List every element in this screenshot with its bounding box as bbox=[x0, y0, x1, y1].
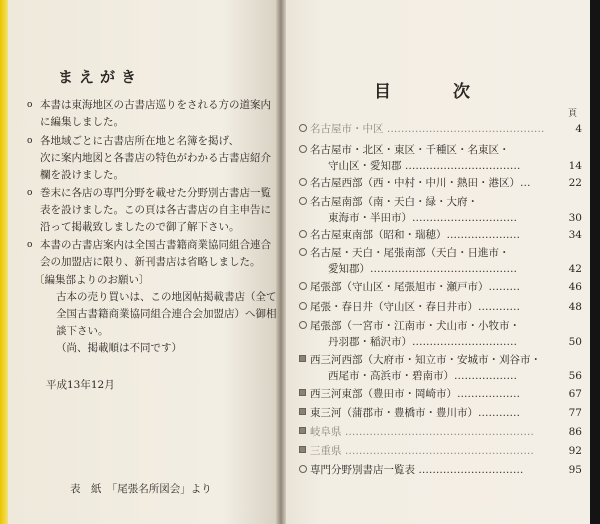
request-line: （尚、掲載順は不同です） bbox=[56, 342, 182, 354]
editorial-request bbox=[34, 272, 277, 357]
toc-item-page: 48 bbox=[568, 301, 582, 313]
toc-item-page: 86 bbox=[568, 426, 582, 438]
paragraph-line: 本書の古書店案内は全国古書籍商業協同組合連合 bbox=[40, 239, 271, 251]
toc-item bbox=[306, 386, 582, 402]
toc-item-page: 42 bbox=[568, 263, 582, 275]
request-line: 談下さい。 bbox=[56, 325, 109, 337]
toc-item-text: 専門分野別書店一覧表 ………………………… bbox=[310, 464, 524, 476]
toc-item bbox=[306, 279, 582, 295]
square-marker-icon bbox=[299, 355, 306, 362]
circle-marker-icon bbox=[299, 248, 307, 256]
toc-item bbox=[306, 175, 582, 191]
toc-item-text: 岐阜県 ……………………………………………… bbox=[310, 426, 534, 438]
circle-marker-icon bbox=[299, 124, 307, 132]
circle-marker-icon bbox=[299, 302, 307, 310]
toc-item-text: 三重県 ……………………………………………… bbox=[310, 445, 534, 457]
toc-item bbox=[306, 142, 582, 174]
toc-item-text: 名古屋西部（西・中村・中川・熱田・港区）… bbox=[310, 177, 531, 189]
paragraph-line: 巻末に各店の専門分野を載せた分野別古書店一覧 bbox=[40, 187, 271, 199]
request-line: 古本の売り買いは、この地図帖掲載書店（全て bbox=[56, 291, 277, 303]
toc-item-text-continued: 丹羽郡・稲沢市）………………………… bbox=[328, 336, 517, 348]
toc-item-page: 77 bbox=[568, 407, 582, 419]
toc-item-text: 名古屋・天白・尾張南部（天白・日進市・ bbox=[310, 247, 510, 259]
paragraph-line: 会の加盟店に限り、新刊書店は省略しました。 bbox=[40, 256, 261, 268]
preface-title: まえがき bbox=[58, 68, 143, 86]
preface-paragraph-3 bbox=[27, 185, 271, 236]
paragraph-line: 本書は東海地区の古書店巡りをされる方の道案内 bbox=[40, 99, 271, 111]
circle-marker-icon bbox=[299, 197, 307, 205]
toc-item-page: 30 bbox=[568, 212, 582, 224]
cover-credit: 表 紙 「尾張名所図会」より bbox=[70, 483, 212, 495]
toc-item-page: 34 bbox=[568, 229, 582, 241]
toc-item-text: 尾張・春日井（守山区・春日井市）………… bbox=[310, 301, 520, 313]
square-marker-icon bbox=[299, 408, 306, 415]
toc-item-page: 46 bbox=[568, 281, 582, 293]
toc-item bbox=[306, 245, 582, 277]
toc-item bbox=[306, 194, 582, 226]
bullet-icon: o bbox=[27, 240, 33, 250]
bullet-icon: o bbox=[27, 136, 33, 146]
toc-item-text-continued: 守山区・愛知郡 …………………………… bbox=[328, 160, 521, 172]
circle-marker-icon bbox=[299, 282, 307, 290]
request-heading: 〔編集部よりのお願い〕 bbox=[34, 274, 150, 286]
toc-item-text: 尾張部（一宮市・江南市・犬山市・小牧市・ bbox=[310, 320, 520, 332]
toc-item-text: 名古屋東南部（昭和・瑞穂）………………… bbox=[310, 229, 520, 241]
square-marker-icon bbox=[299, 446, 306, 453]
paragraph-line: 表を設けました。この頁は各古書店の自主申告に bbox=[40, 204, 271, 216]
toc-item-page: 22 bbox=[568, 177, 582, 189]
toc-item bbox=[306, 405, 582, 421]
toc-title: 目次 bbox=[374, 82, 532, 102]
dark-edge bbox=[590, 0, 600, 524]
toc-item-text: 尾張部（守山区・尾張旭市・瀬戸市）……… bbox=[310, 281, 520, 293]
preface-paragraph-1 bbox=[27, 97, 271, 131]
toc-item-page: 4 bbox=[575, 123, 582, 135]
toc-item-text: 東三河（蒲郡市・豊橋市・豊川市）………… bbox=[310, 407, 520, 419]
paragraph-line: 各地域ごとに古書店所在地と名簿を掲げ、 bbox=[40, 135, 240, 147]
circle-marker-icon bbox=[299, 230, 307, 238]
toc-item bbox=[306, 318, 582, 350]
toc-item-page: 92 bbox=[568, 445, 582, 457]
paragraph-line: 沿って掲載致しましたので御了解下さい。 bbox=[40, 221, 240, 233]
bullet-icon: o bbox=[27, 188, 33, 198]
book-gutter bbox=[276, 0, 286, 524]
toc-item-text: 名古屋市・北区・東区・千種区・名東区・ bbox=[310, 144, 510, 156]
toc-item-text: 名古屋市・中区 ……………………………………… bbox=[310, 123, 545, 135]
toc-item bbox=[306, 462, 582, 478]
toc-item-page: 95 bbox=[568, 464, 582, 476]
preface-paragraph-4 bbox=[27, 237, 271, 271]
toc-item-text: 名古屋南部（南・天白・緑・大府・ bbox=[310, 196, 478, 208]
publication-date: 平成13年12月 bbox=[46, 379, 115, 391]
request-line: 全国古書籍商業協同組合連合会加盟店）へ御相 bbox=[56, 308, 277, 320]
toc-item-page: 56 bbox=[568, 370, 582, 382]
toc-item-text: 西三河西部（大府市・知立市・安城市・刈谷市・ bbox=[310, 354, 541, 366]
toc-item bbox=[306, 424, 582, 440]
circle-marker-icon bbox=[299, 465, 307, 473]
toc-item-text-continued: 愛知郡）…………………………………… bbox=[328, 263, 517, 275]
paragraph-line: 次に案内地図と各書店の特色がわかる古書店紹介 bbox=[40, 152, 271, 164]
toc-item bbox=[306, 121, 582, 137]
toc-item bbox=[306, 299, 582, 315]
toc-item bbox=[306, 443, 582, 459]
paragraph-line: に編集しました。 bbox=[40, 116, 124, 128]
circle-marker-icon bbox=[299, 321, 307, 329]
square-marker-icon bbox=[299, 389, 306, 396]
toc-item-page: 67 bbox=[568, 388, 582, 400]
paragraph-line: 欄を設けました。 bbox=[40, 169, 124, 181]
toc-item-text: 西三河東部（豊田市・岡崎市）……………… bbox=[310, 388, 520, 400]
bullet-icon: o bbox=[27, 100, 33, 110]
circle-marker-icon bbox=[299, 145, 307, 153]
toc-item-page: 50 bbox=[568, 336, 582, 348]
yellow-page-edge bbox=[0, 0, 8, 524]
toc-item bbox=[306, 227, 582, 243]
toc-item-text-continued: 西尾市・高浜市・碧南市）……………… bbox=[328, 370, 517, 382]
circle-marker-icon bbox=[299, 178, 307, 186]
preface-paragraph-2 bbox=[27, 133, 271, 184]
toc-item bbox=[306, 352, 582, 384]
square-marker-icon bbox=[299, 427, 306, 434]
toc-item-text-continued: 東海市・半田市）………………………… bbox=[328, 212, 517, 224]
toc-item-page: 14 bbox=[568, 160, 582, 172]
toc-page-header: 頁 bbox=[568, 109, 578, 119]
